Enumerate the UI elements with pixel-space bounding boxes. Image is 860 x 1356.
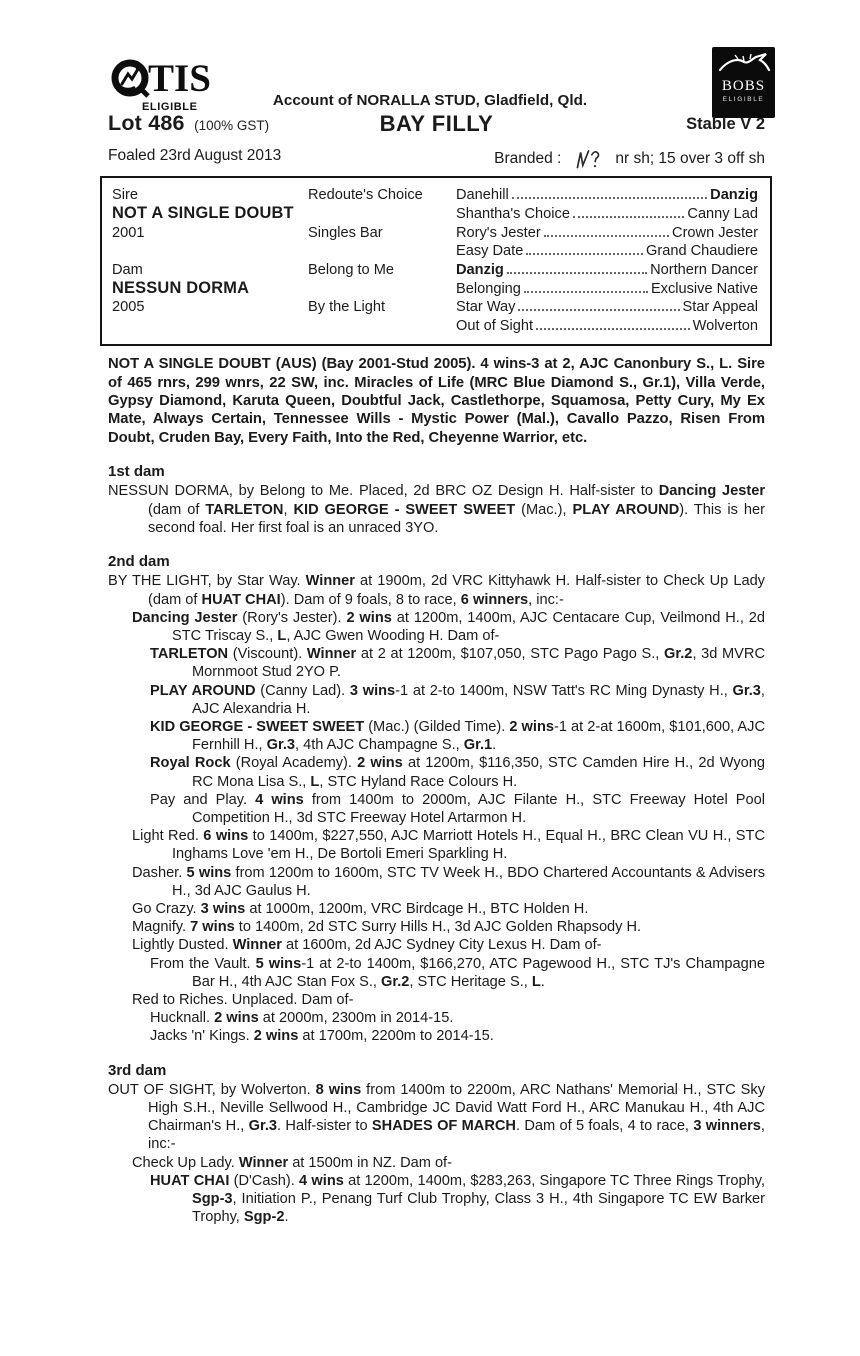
pedigree-paragraph: Go Crazy. 3 wins at 1000m, 1200m, VRC Birdcage H., BTC Holden H.	[132, 900, 589, 917]
pedigree-paragraph: Lightly Dusted. Winner at 1600m, 2d AJC Sydney City Lexus H. Dam of-	[132, 937, 602, 954]
pedigree-paragraph: Check Up Lady. Winner at 1500m in NZ. Dam of-	[132, 1154, 452, 1171]
foaled-date: Foaled 23rd August 2013	[108, 147, 282, 164]
pedigree-sections	[108, 463, 765, 1226]
pedigree-cell: Out of Sight Wolverton	[456, 317, 758, 334]
pedigree-row	[112, 279, 758, 298]
dam-section-heading: 1st dam	[108, 463, 165, 481]
lot-number: Lot 486	[108, 111, 185, 135]
pedigree-cell: By the Light	[308, 299, 386, 316]
pedigree-row	[112, 261, 758, 279]
branded-info	[494, 147, 765, 171]
pedigree-cell: Star Way Star Appeal	[456, 299, 758, 316]
pedigree-paragraph: KID GEORGE - SWEET SWEET (Mac.) (Gilded Time). 2 wins-1 at 2-at 1600m, $101,600, AJC Fernhill H., Gr.3, 4th AJC Champagne S., Gr.1.	[150, 718, 765, 754]
pedigree-paragraph: PLAY AROUND (Canny Lad). 3 wins-1 at 2-to 1400m, NSW Tatt's RC Ming Dynasty H., Gr.3, AJC Alexandria H.	[150, 682, 765, 717]
pedigree-cell: Dam	[112, 261, 143, 278]
pedigree-row	[112, 298, 758, 316]
pedigree-paragraph: Dancing Jester (Rory's Jester). 2 wins at 1200m, 1400m, AJC Centacare Cup, Veilmond H., 2d STC Triscay S., L, AJC Gwen Wooding H. Dam of-	[132, 609, 765, 644]
pedigree-paragraph: NESSUN DORMA, by Belong to Me. Placed, 2d BRC OZ Design H. Half-sister to Dancing Jester (dam of TARLETON, KID GEORGE - SWEET SWEET (Mac.), PLAY AROUND). This is her second foal. Her first foal is an unraced 3YO.	[108, 483, 765, 536]
pedigree-row	[112, 224, 758, 242]
pedigree-row	[112, 204, 758, 223]
catalogue-content	[108, 176, 765, 1226]
brand-mark-icon	[573, 146, 604, 172]
pedigree-row	[112, 317, 758, 335]
pedigree-paragraph: OUT OF SIGHT, by Wolverton. 8 wins from 1400m to 2200m, ARC Nathans' Memorial H., STC Sky High S.H., Neville Sellwood H., Cambridge JC David Watt Ford H., ARC Manukau H., 4th AJC Chairman's H., Gr.3. Half-sister to SHADES OF MARCH. Dam of 5 foals, 4 to race, 3 winners, inc:-	[108, 1081, 766, 1153]
pedigree-row	[112, 242, 758, 260]
pedigree-cell: 2005	[112, 299, 145, 316]
pedigree-row	[112, 186, 758, 204]
pedigree-cell: Belong to Me	[308, 261, 394, 278]
pedigree-table	[100, 176, 772, 346]
dam-section-heading: 3rd dam	[108, 1061, 167, 1079]
pedigree-cell: NOT A SINGLE DOUBT	[112, 204, 294, 223]
pedigree-paragraph: Light Red. 6 wins to 1400m, $227,550, AJC Marriott Hotels H., Equal H., BRC Clean VU H., STC Inghams Love 'em H., De Bortoli Emeri Sparkling H.	[132, 828, 765, 863]
pedigree-paragraph: TARLETON (Viscount). Winner at 2 at 1200m, $107,050, STC Pago Pago S., Gr.2, 3d MVRC Mornmoot Stud 2YO P.	[150, 646, 765, 681]
stable-number: Stable V 2	[686, 115, 765, 133]
page-header	[0, 0, 860, 176]
bobs-horse-icon	[716, 50, 772, 74]
branded-label: Branded :	[494, 150, 562, 167]
pedigree-cell: Danehill Danzig	[456, 187, 758, 203]
pedigree-cell: Singles Bar	[308, 224, 383, 241]
pedigree-cell: Rory's Jester Crown Jester	[456, 224, 758, 241]
pedigree-paragraph: Red to Riches. Unplaced. Dam of-	[132, 991, 354, 1008]
bobs-label: BOBS	[721, 78, 766, 94]
pedigree-cell: Easy Date Grand Chaudiere	[456, 243, 758, 260]
pedigree-paragraph: HUAT CHAI (D'Cash). 4 wins at 1200m, 1400m, $283,263, Singapore TC Three Rings Trophy, Sgp-3, Initiation P., Penang Turf Club Trophy, Class 3 H., 4th Singapore TC EW Barker Trophy, Sgp-2.	[150, 1172, 766, 1226]
pedigree-paragraph: From the Vault. 5 wins-1 at 2-to 1400m, $166,270, ATC Pagewood H., STC TJ's Champagne Bar H., 4th AJC Stan Fox S., Gr.2, STC Heritage S., L.	[150, 955, 765, 990]
sire-summary: NOT A SINGLE DOUBT (AUS) (Bay 2001-Stud 2005). 4 wins-3 at 2, AJC Canonbury S., L. Sire of 465 rnrs, 299 wnrs, 22 SW, inc. Miracles of Life (MRC Blue Diamond S., Gr.1), Villa Verde, Gypsy Diamond, Karuta Queen, Doubtful Jack, Castlethorpe, Squamosa, Petty Cury, My Ex Mate, Always Certain, Tennessee Wills - Mystic Power (Mal.), Cavallo Pazzo, Risen From Doubt, Cruden Bay, Every Faith, Into the Red, Cheyenne Warrior, etc.	[108, 356, 765, 446]
pedigree-paragraph: Magnify. 7 wins to 1400m, 2d STC Surry Hills H., 3d AJC Golden Rhapsody H.	[132, 919, 642, 936]
pedigree-cell: 2001	[112, 224, 145, 241]
lot-row	[108, 111, 765, 143]
pedigree-cell: Belonging Exclusive Native	[456, 281, 758, 298]
svg-text:TIS: TIS	[148, 57, 211, 100]
dam-section-heading: 2nd dam	[108, 553, 170, 571]
gst-note: (100% GST)	[194, 118, 270, 133]
account-line: Account of NORALLA STUD, Gladfield, Qld.	[272, 92, 588, 109]
pedigree-cell: Danzig Northern Dancer	[456, 261, 758, 278]
pedigree-cell: NESSUN DORMA	[112, 279, 250, 298]
pedigree-paragraph: Royal Rock (Royal Academy). 2 wins at 1200m, $116,350, STC Camden Hire H., 2d Wyong RC Mona Lisa S., L, STC Hyland Race Colours H.	[150, 755, 766, 790]
pedigree-paragraph: Dasher. 5 wins from 1200m to 1600m, STC TV Week H., BDO Chartered Accountants & Advisers H., 3d AJC Gaulus H.	[132, 864, 765, 899]
brand-location: nr sh; 15 over 3 off sh	[615, 150, 765, 167]
pedigree-paragraph: BY THE LIGHT, by Star Way. Winner at 1900m, 2d VRC Kittyhawk H. Half-sister to Check Up Lady (dam of HUAT CHAI). Dam of 9 foals, 8 to race, 6 winners, inc:-	[108, 573, 765, 608]
pedigree-cell: Shantha's Choice Canny Lad	[456, 206, 758, 223]
foal-row	[108, 147, 765, 171]
pedigree-cell: Sire	[112, 187, 138, 203]
horse-title: BAY FILLY	[379, 111, 494, 136]
pedigree-cell: Redoute's Choice	[308, 187, 423, 203]
qtis-eligible-label: ELIGIBLE	[142, 101, 198, 113]
pedigree-paragraph: Jacks 'n' Kings. 2 wins at 1700m, 2200m to 2014-15.	[150, 1028, 494, 1045]
bobs-eligible-label: ELIGIBLE	[722, 96, 765, 103]
pedigree-paragraph: Hucknall. 2 wins at 2000m, 2300m in 2014-15.	[150, 1010, 454, 1027]
pedigree-paragraph: Pay and Play. 4 wins from 1400m to 2000m, AJC Filante H., STC Freeway Hotel Pool Competition H., 3d STC Freeway Hotel Artarmon H.	[150, 791, 765, 826]
